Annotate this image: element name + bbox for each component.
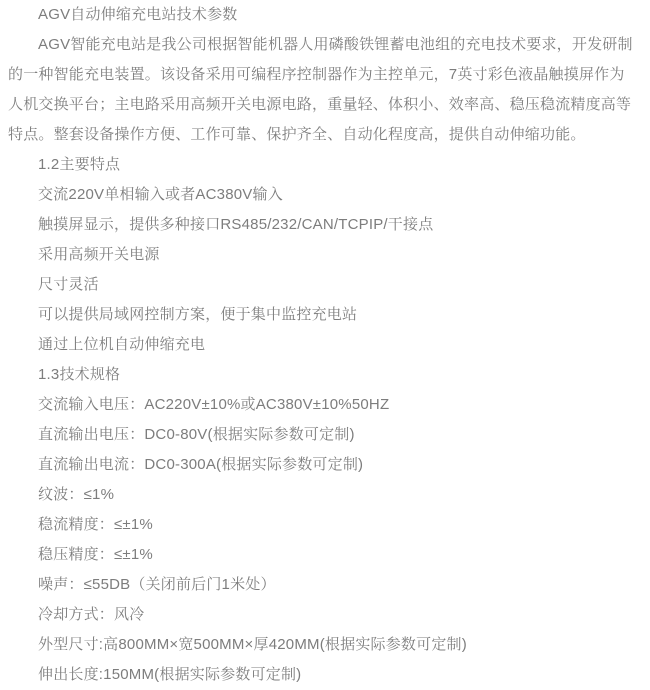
feature-item: 交流220V单相输入或者AC380V输入 (38, 186, 283, 203)
feature-item: 触摸屏显示，提供多种接口RS485/232/CAN/TCPIP/干接点 (38, 216, 434, 233)
intro-paragraph-line-1: AGV智能充电站是我公司根据智能机器人用磷酸铁锂蓄电池组的充电技术要求，开发研制 (38, 36, 633, 53)
feature-item: 通过上位机自动伸缩充电 (38, 336, 206, 353)
spec-item-noise: 噪声：≤55DB（关闭前后门1米处） (38, 576, 276, 593)
spec-item-dimensions: 外型尺寸:高800MM×宽500MM×厚420MM(根据实际参数可定制) (38, 636, 467, 653)
spec-item-ac-input-voltage: 交流输入电压：AC220V±10%或AC380V±10%50HZ (38, 396, 390, 413)
intro-paragraph-line-2: 的一种智能充电装置。该设备采用可编程序控制器作为主控单元，7英寸彩色液晶触摸屏作为 (8, 66, 625, 83)
feature-item: 可以提供局域网控制方案，便于集中监控充电站 (38, 306, 358, 323)
spec-item-dc-output-current: 直流输出电流：DC0-300A(根据实际参数可定制) (38, 456, 364, 473)
feature-item: 尺寸灵活 (38, 276, 99, 293)
intro-paragraph-line-4: 特点。整套设备操作方便、工作可靠、保护齐全、自动化程度高，提供自动伸缩功能。 (8, 126, 586, 143)
doc-title: AGV自动伸缩充电站技术参数 (38, 6, 238, 23)
spec-item-dc-output-voltage: 直流输出电压：DC0-80V(根据实际参数可定制) (38, 426, 355, 443)
section-heading-features: 1.2主要特点 (38, 156, 121, 173)
spec-item-current-stability: 稳流精度：≤±1% (38, 516, 153, 533)
spec-item-ripple: 纹波：≤1% (38, 486, 115, 503)
intro-paragraph-line-3: 人机交换平台；主电路采用高频开关电源电路，重量轻、体积小、效率高、稳压稳流精度高等 (8, 96, 632, 113)
feature-item: 采用高频开关电源 (38, 246, 160, 263)
section-heading-specs: 1.3技术规格 (38, 366, 121, 383)
spec-item-cooling: 冷却方式：风冷 (38, 606, 145, 623)
spec-item-extension-length: 伸出长度:150MM(根据实际参数可定制) (38, 666, 302, 683)
spec-item-voltage-stability: 稳压精度：≤±1% (38, 546, 153, 563)
